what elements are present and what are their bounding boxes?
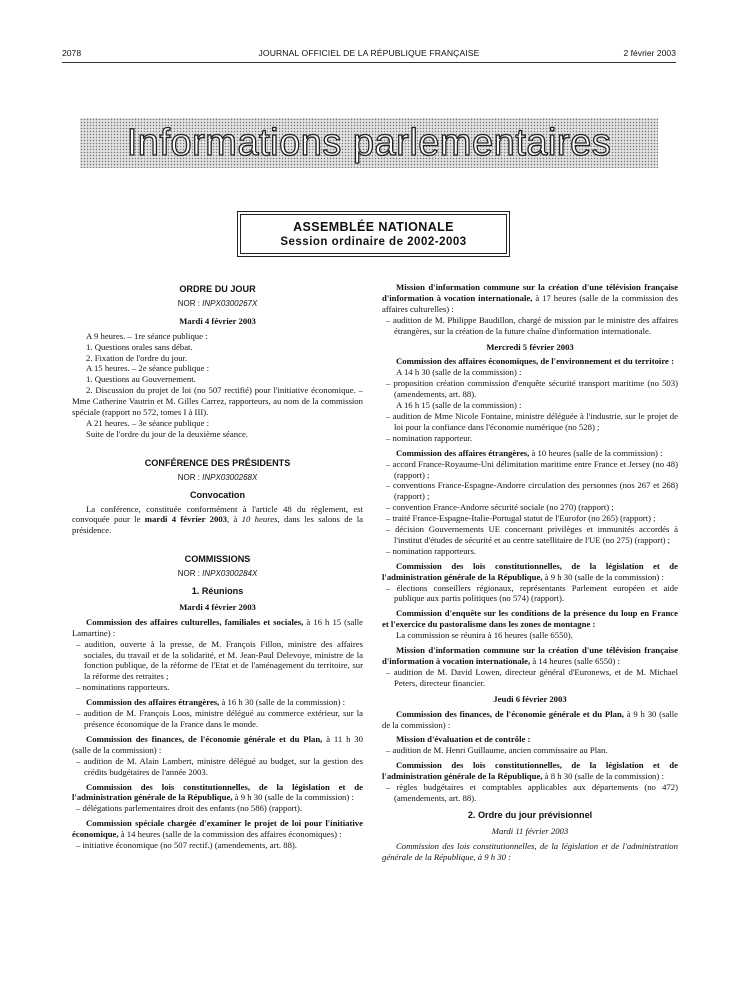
commission-entry <box>382 282 678 315</box>
commission-name: Commission des lois constitutionnelles, de la législation et de l'administration générale de la République, <box>72 781 363 803</box>
commission-entry <box>72 617 363 639</box>
commission-schedule: à 9 h 30 (salle de la commission) : <box>382 708 678 730</box>
agenda-item: – nomination rapporteurs. <box>386 545 476 556</box>
ordre-line: Suite de l'ordre du jour de la deuxième séance. <box>86 428 248 439</box>
nor-reference: NOR : INPX0300268X <box>177 472 258 482</box>
commission-entry <box>72 818 363 840</box>
jeudi-blocks <box>382 709 678 804</box>
commission-schedule: à 10 heures (salle de la commission) : <box>529 447 663 458</box>
agenda-item: – audition de M. Henri Guillaume, ancien commissaire au Plan. <box>386 745 608 756</box>
commission-name: Commission des affaires économiques, de l'environnement et du territoire : <box>396 356 674 367</box>
left-commission-blocks <box>72 617 363 851</box>
agenda-item: – audition, ouverte à la presse, de M. François Fillon, ministre des affaires sociales, du travail et de la solidarité, et M. Jean-Paul Delevoye, ministre de la fonction publique, de la réforme de l'Etat et de l'aménagement du territoire, sur la réforme des retraites ; <box>76 638 363 682</box>
commission-entry <box>382 709 678 731</box>
ordre-previsionnel-text: Commission des lois constitutionnelles, de la législation et de l'administration générale de la République, à 9 h 30 : <box>382 840 678 862</box>
commission-schedule: à 14 heures (salle 6550) : <box>530 656 620 666</box>
agenda-item: – audition de Mme Nicole Fontaine, ministre déléguée à l'industrie, sur le projet de loi pour la confiance dans l'économie numérique (no 528) ; <box>386 410 678 432</box>
commission-entry <box>382 645 678 667</box>
ordre-du-jour-heading: ORDRE DU JOUR <box>179 284 256 294</box>
ordre-line: 1. Questions orales sans débat. <box>86 341 193 352</box>
agenda-item: – traité France-Espagne-Italie-Portugal statut de l'Eurofor (no 265) (rapport) ; <box>386 513 656 524</box>
commission-name: Commission des affaires culturelles, familiales et sociales, <box>86 616 304 627</box>
agenda-item: – audition de M. François Loos, ministre délégué au commerce extérieur, sur la présence économique de la France dans le monde. <box>76 708 363 729</box>
agenda-item: – conventions France-Espagne-Andorre circulation des personnes (nos 267 et 268) (rapport) ; <box>386 480 678 502</box>
reunions-date: Mardi 4 février 2003 <box>179 601 256 612</box>
ordre-line: 1. Questions au Gouvernement. <box>86 374 196 385</box>
commission-entry <box>382 734 678 745</box>
commission-name: Commission d'enquête sur les conditions de la présence du loup en France et l'exercice du pastoralisme dans les zones de montagne : <box>382 608 678 630</box>
convocation-heading: Convocation <box>189 489 246 500</box>
mercredi-date: Mercredi 5 février 2003 <box>486 341 574 352</box>
agenda-item: – décision Gouvernements UE concernant privilèges et immunités accordés à l'institut d'études de sécurité et au centre satellitaire de l'UE (no 275) (rapport) ; <box>386 524 678 545</box>
commission-entry <box>382 448 678 459</box>
session-title: Session ordinaire de 2002-2003 <box>280 236 467 248</box>
agenda-item: – nomination rapporteur. <box>386 432 473 443</box>
agenda-item: – audition de M. David Lowen, directeur général d'Euronews, et de M. Michael Peters, directeur financier. <box>386 666 678 688</box>
ordre-lines <box>72 331 363 440</box>
ordre-previsionnel-date: Mardi 11 février 2003 <box>491 825 569 836</box>
agenda-item: La commission se réunira à 16 heures (salle 6550). <box>396 630 573 641</box>
commission-entry <box>382 760 678 782</box>
commission-name: Mission d'information commune sur la création d'une télévision française d'information à vocation internationale, <box>382 282 678 303</box>
agenda-item: A 14 h 30 (salle de la commission) : <box>396 367 522 378</box>
commission-name: Commission des lois constitutionnelles, de la législation et de l'administration générale de la République, <box>382 560 678 582</box>
agenda-item: – accord France-Royaume-Uni délimitation maritime entre France et Jersey (no 48) (rapport) ; <box>386 458 678 480</box>
agenda-item: – délégations parlementaires droit des enfants (no 586) (rapport). <box>76 803 303 814</box>
issue-date: 2 février 2003 <box>623 48 676 58</box>
commission-entry <box>72 697 363 708</box>
commission-name: Commission des affaires étrangères, <box>86 697 220 708</box>
banner-title: Informations parlementaires <box>126 122 612 164</box>
agenda-item: – proposition création commission d'enquête sécurité transport maritime (no 503) (amendements, art. 88). <box>386 378 678 400</box>
commission-schedule: à 14 heures (salle de la commission des affaires économiques) : <box>118 829 342 840</box>
agenda-item: – règles budgétaires et comptables applicables aux départements (no 472) (amendements, art. 88). <box>386 782 678 803</box>
agenda-item: – audition de M. Alain Lambert, ministre délégué au budget, sur la gestion des crédits budgétaires de l'année 2003. <box>76 755 363 777</box>
agenda-item: – nominations rapporteurs. <box>76 682 170 693</box>
ordre-line: A 21 heures. – 3e séance publique : <box>86 417 210 428</box>
ordre-line: 2. Fixation de l'ordre du jour. <box>86 352 188 363</box>
section-banner <box>80 118 658 168</box>
commission-name: Mission d'information commune sur la création d'une télévision française d'information à vocation internationale, <box>382 645 678 666</box>
commission-name: Commission des finances, de l'économie générale et du Plan, <box>396 708 624 719</box>
assemblee-box <box>240 214 507 254</box>
commission-name: Commission des finances, de l'économie générale et du Plan, <box>86 733 323 744</box>
jeudi-date: Jeudi 6 février 2003 <box>493 693 567 704</box>
nor-reference: NOR : INPX0300284X <box>177 569 258 579</box>
commission-entry <box>382 608 678 630</box>
header-rule <box>62 62 676 63</box>
journal-title: JOURNAL OFFICIEL DE LA RÉPUBLIQUE FRANÇAISE <box>258 48 480 58</box>
agenda-item: – audition de M. Philippe Baudillon, chargé de mission par le ministre des affaires étrangères, sur la création de la future chaîne d'information internationale. <box>386 314 678 336</box>
agenda-item: – élections conseillers régionaux, représentants Parlement européen et aide publique aux partis politiques (no 574) (rapport). <box>386 582 678 604</box>
ordre-previsionnel-heading: 2. Ordre du jour prévisionnel <box>467 809 593 820</box>
agenda-item: A 16 h 15 (salle de la commission) : <box>396 400 522 411</box>
ordre-line: 2. Discussion du projet de loi (no 507 rectifié) pour l'initiative économique. – Mme Catherine Vautrin et M. Gilles Carrez, rapporteurs, au nom de la commission spéciale (rapport no 572, tomes I à III). <box>72 385 363 418</box>
commission-name: Commission des lois constitutionnelles, de la législation et de l'administration générale de la République, <box>382 760 678 782</box>
ordre-date: Mardi 4 février 2003 <box>179 315 256 326</box>
commission-entry <box>382 561 678 583</box>
reunions-heading: 1. Réunions <box>191 586 244 597</box>
page-number: 2078 <box>62 48 82 58</box>
mercredi-blocks <box>382 356 678 688</box>
agenda-item: – initiative économique (no 507 rectif.) (amendements, art. 88). <box>76 840 297 851</box>
commission-schedule: à 17 heures (salle de la commission des affaires culturelles) : <box>382 292 678 314</box>
commission-schedule: à 16 h 30 (salle de la commission) : <box>219 697 346 708</box>
commission-entry <box>382 356 678 367</box>
nor-reference: NOR : INPX0300267X <box>177 298 258 308</box>
ordre-line: A 15 heures. – 2e séance publique : <box>86 363 210 374</box>
commission-schedule: à 16 h 15 (salle Lamartine) : <box>72 616 363 638</box>
commission-name: Commission spéciale chargée d'examiner le projet de loi pour l'initiative économique, <box>72 818 363 840</box>
commissions-heading: COMMISSIONS <box>184 554 251 565</box>
commission-schedule: à 8 h 30 (salle de la commission) : <box>542 771 664 782</box>
commission-name: Mission d'évaluation et de contrôle : <box>396 734 531 745</box>
right-column <box>382 278 678 863</box>
commission-entry <box>72 782 363 804</box>
commission-schedule: à 9 h 30 (salle de la commission) : <box>542 571 664 582</box>
left-column <box>72 278 363 851</box>
right-top-blocks <box>382 282 678 337</box>
convocation-text: La conférence, constituée conformément à l'article 48 du règlement, est convoquée pour le mardi 4 février 2003, à 10 heures, dans les salons de la présidence. <box>72 503 364 536</box>
ordre-line: A 9 heures. – 1re séance publique : <box>86 330 208 341</box>
conference-heading: CONFÉRENCE DES PRÉSIDENTS <box>144 457 291 468</box>
assemblee-title: ASSEMBLÉE NATIONALE <box>293 220 454 234</box>
commission-name: Commission des affaires étrangères, <box>396 447 530 458</box>
commission-schedule: à 11 h 30 (salle de la commission) : <box>72 733 363 755</box>
running-header <box>62 48 676 62</box>
commission-entry <box>72 734 363 756</box>
commission-schedule: à 9 h 30 (salle de la commission) : <box>232 792 354 803</box>
agenda-item: – convention France-Andorre sécurité sociale (no 270) (rapport) ; <box>386 502 614 513</box>
